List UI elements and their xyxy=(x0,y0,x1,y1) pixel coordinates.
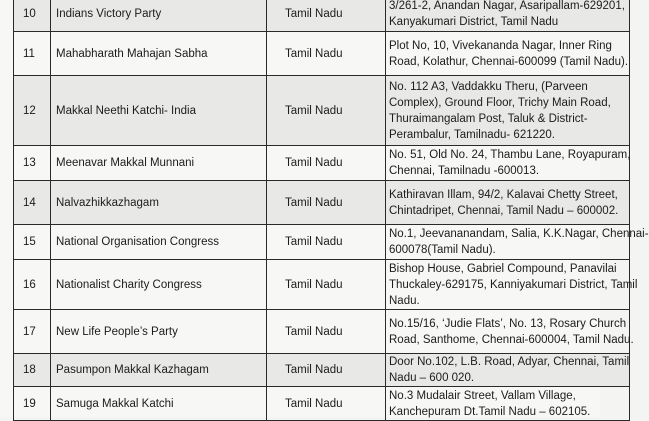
row-number: 12 xyxy=(14,76,51,146)
address-line: Thuraimangalam Post, Taluk & District- xyxy=(389,112,588,125)
address-line: No.1, Jeevananandam, Salia, K.K.Nagar, Chennai- xyxy=(389,228,649,240)
party-address xyxy=(386,260,638,310)
party-state: Tamil Nadu xyxy=(267,354,386,387)
address-line: Chennai, Tamilnadu -600013. xyxy=(389,165,540,177)
table-row xyxy=(14,354,630,387)
row-number: 19 xyxy=(14,387,51,421)
party-name: Nationalist Charity Congress xyxy=(51,260,267,310)
party-state: Tamil Nadu xyxy=(267,225,386,260)
table-row xyxy=(14,76,630,146)
address-line: Bishop House, Gabriel Compound, Panavilai xyxy=(389,262,617,275)
party-address xyxy=(386,76,630,146)
address-line: Road, Santhome, Chennai-600004, Tamil Nadu. xyxy=(389,333,634,346)
party-table-body xyxy=(14,0,649,421)
party-address xyxy=(386,225,649,260)
party-address xyxy=(386,310,634,354)
party-name: Nalvazhikkazhagam xyxy=(51,181,267,225)
address-line: Nadu. xyxy=(389,294,420,307)
party-name: Meenavar Makkal Munnani xyxy=(51,146,267,181)
table-row xyxy=(14,225,630,260)
address-line: Kathiravan Illam, 94/2, Kalavai Chetty Street, xyxy=(389,188,618,201)
table-row xyxy=(14,181,630,225)
address-line: Kanyakumari District, Tamil Nadu xyxy=(389,16,559,28)
party-address xyxy=(386,354,630,387)
address-line: Plot No, 10, Vivekananda Nagar, Inner Ring xyxy=(389,39,612,52)
address-line: 3/261-2, Anandan Nagar, Asaripallam-629201, xyxy=(389,0,625,12)
party-name: Samuga Makkal Katchi xyxy=(51,387,267,421)
address-line: No. 112 A3, Vaddakku Theru, (Parveen xyxy=(389,80,588,93)
party-address xyxy=(386,0,630,32)
row-number: 16 xyxy=(14,260,51,310)
row-number: 13 xyxy=(14,146,51,181)
party-name: Indians Victory Party xyxy=(51,0,267,32)
party-state: Tamil Nadu xyxy=(267,181,386,225)
row-number: 17 xyxy=(14,310,51,354)
party-address xyxy=(386,181,630,225)
party-state: Tamil Nadu xyxy=(267,0,386,32)
party-state: Tamil Nadu xyxy=(267,76,386,146)
party-name: Mahabharath Mahajan Sabha xyxy=(51,32,267,76)
table-row xyxy=(14,32,630,76)
address-line: Road, Kolathur, Chennai-600099 (Tamil Nadu). xyxy=(389,55,629,68)
party-table xyxy=(13,0,649,421)
row-number: 11 xyxy=(14,32,51,76)
party-address xyxy=(386,146,630,181)
table-row xyxy=(14,310,630,354)
party-name: New Life People’s Party xyxy=(51,310,267,354)
address-line: No.3 Mudalair Street, Vallam Village, xyxy=(389,389,576,402)
address-line: Complex), Ground Floor, Trichy Main Road, xyxy=(389,96,611,109)
table-row xyxy=(14,260,630,310)
party-address xyxy=(386,32,630,76)
party-state: Tamil Nadu xyxy=(267,146,386,181)
address-line: Kanchepuram Dt.Tamil Nadu – 602105. xyxy=(389,405,591,418)
row-number: 10 xyxy=(14,0,51,32)
party-state: Tamil Nadu xyxy=(267,32,386,76)
address-line: Perambalur, Tamilnadu- 621220. xyxy=(389,128,556,141)
row-number: 18 xyxy=(14,354,51,387)
party-name: Pasumpon Makkal Kazhagam xyxy=(51,354,267,387)
party-name: National Organisation Congress xyxy=(51,225,267,260)
row-number: 14 xyxy=(14,181,51,225)
party-name: Makkal Neethi Katchi- India xyxy=(51,76,267,146)
address-line: Thuckaley-629175, Kanniyakumari District, Tamil xyxy=(389,278,638,291)
table-row xyxy=(14,387,630,421)
address-line: No. 51, Old No. 24, Thambu Lane, Royapuram, xyxy=(389,149,631,161)
party-state: Tamil Nadu xyxy=(267,310,386,354)
party-state: Tamil Nadu xyxy=(267,260,386,310)
address-line: Chintadripet, Chennai, Tamil Nadu – 600002. xyxy=(389,204,619,217)
party-state: Tamil Nadu xyxy=(267,387,386,421)
address-line: Door No.102, L.B. Road, Adyar, Chennai, Tamil xyxy=(389,356,630,368)
party-address xyxy=(386,387,630,421)
row-number: 15 xyxy=(14,225,51,260)
address-line: 600078(Tamil Nadu). xyxy=(389,244,496,256)
address-line: No.15/16, ‘Judie Flats’, No. 13, Rosary Church xyxy=(389,317,627,330)
table-row xyxy=(14,0,630,32)
table-row xyxy=(14,146,630,181)
address-line: Nadu – 600 020. xyxy=(389,372,475,384)
